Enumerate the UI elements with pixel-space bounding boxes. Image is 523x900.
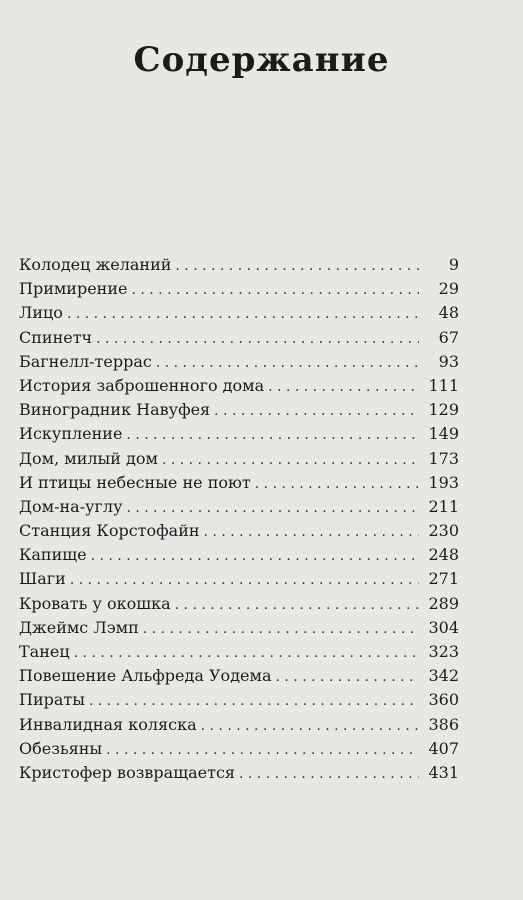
toc-entry-page-number: 248: [428, 545, 459, 565]
dot-leader: [204, 524, 419, 540]
dot-leader: [201, 718, 419, 734]
toc-entry: [19, 545, 459, 569]
toc-entry: [19, 521, 459, 545]
toc-entry: [19, 739, 459, 763]
toc-entry-page-number: 111: [428, 375, 459, 395]
toc-entry-page-number: 149: [428, 424, 459, 444]
toc-entry-page-number: 67: [438, 327, 459, 347]
toc-entry-title: Капище: [19, 545, 87, 565]
toc-entry: [19, 352, 459, 376]
dot-leader: [131, 282, 419, 298]
toc-entry-title: История заброшенного дома: [19, 375, 265, 395]
toc-entry-page-number: 29: [438, 279, 459, 299]
dot-leader: [126, 500, 419, 516]
dot-leader: [126, 427, 419, 443]
toc-entry-title: Кровать у окошка: [19, 593, 171, 613]
toc-entry-title: Обезьяны: [19, 738, 103, 758]
toc-entry-title: Повешение Альфреда Уодема: [19, 666, 272, 686]
toc-entry: [19, 328, 459, 352]
toc-entry-title: Инвалидная коляска: [19, 714, 197, 734]
toc-entry: [19, 715, 459, 739]
dot-leader: [239, 766, 419, 782]
toc-entry-page-number: 193: [428, 472, 459, 492]
toc-entry-page-number: 407: [428, 738, 459, 758]
toc-entry: [19, 424, 459, 448]
toc-entry-title: Шаги: [19, 569, 66, 589]
toc-entry-title: Колодец желаний: [19, 255, 172, 274]
dot-leader: [268, 379, 419, 395]
toc-entry-page-number: 386: [428, 714, 459, 734]
dot-leader: [175, 597, 419, 613]
toc-entry-title: И птицы небесные не поют: [19, 472, 251, 492]
dot-leader: [74, 645, 419, 661]
dot-leader: [276, 669, 420, 685]
dot-leader: [106, 742, 419, 758]
toc-entry: [19, 497, 459, 521]
dot-leader: [214, 403, 419, 419]
toc-entry: [19, 400, 459, 424]
dot-leader: [175, 258, 419, 274]
dot-leader: [91, 548, 419, 564]
table-of-contents: [19, 255, 459, 787]
toc-entry-page-number: 323: [428, 642, 459, 661]
toc-entry-page-number: 48: [438, 303, 459, 323]
toc-entry: [19, 449, 459, 473]
dot-leader: [67, 306, 419, 322]
toc-entry-page-number: 230: [428, 521, 459, 541]
toc-entry: [19, 376, 459, 400]
toc-entry-title: Дом-на-углу: [19, 496, 123, 516]
dot-leader: [70, 572, 419, 588]
toc-entry-page-number: 289: [428, 593, 459, 613]
toc-entry-title: Джеймс Лэмп: [19, 617, 139, 637]
toc-entry-title: Лицо: [19, 303, 63, 323]
toc-entry: [19, 642, 459, 666]
toc-entry: [19, 255, 459, 279]
dot-leader: [143, 621, 419, 637]
toc-entry: [19, 666, 459, 690]
dot-leader: [96, 331, 419, 347]
toc-entry-page-number: 211: [428, 496, 459, 516]
toc-entry-title: Багнелл-террас: [19, 351, 152, 371]
contents-heading: Содержание: [133, 40, 390, 80]
toc-entry-title: Спинетч: [19, 327, 93, 347]
toc-entry-page-number: 93: [438, 351, 459, 371]
toc-entry-title: Пираты: [19, 690, 85, 710]
toc-entry-page-number: 360: [428, 690, 459, 710]
toc-entry-title: Кристофер возвращается: [19, 762, 235, 782]
dot-leader: [255, 476, 419, 492]
toc-entry-page-number: 342: [428, 666, 459, 686]
toc-entry: [19, 569, 459, 593]
toc-entry-title: Виноградник Навуфея: [19, 400, 211, 420]
toc-entry-title: Станция Корстофайн: [19, 521, 200, 541]
toc-entry-page-number: 431: [428, 762, 459, 782]
toc-entry-page-number: 304: [428, 617, 459, 637]
toc-entry-page-number: 129: [428, 400, 459, 420]
toc-entry: [19, 279, 459, 303]
toc-entry-title: Примирение: [19, 279, 128, 299]
toc-entry-title: Танец: [19, 642, 70, 661]
dot-leader: [89, 693, 419, 709]
toc-entry-page-number: 271: [428, 569, 459, 589]
toc-entry: [19, 763, 459, 787]
toc-entry-title: Искупление: [19, 424, 123, 444]
toc-entry-page-number: 173: [428, 448, 459, 468]
toc-entry: [19, 303, 459, 327]
toc-entry: [19, 618, 459, 642]
toc-entry-page-number: 9: [448, 255, 459, 274]
toc-entry: [19, 473, 459, 497]
toc-entry: [19, 594, 459, 618]
toc-entry-title: Дом, милый дом: [19, 448, 158, 468]
dot-leader: [162, 452, 419, 468]
dot-leader: [156, 355, 419, 371]
toc-entry: [19, 690, 459, 714]
